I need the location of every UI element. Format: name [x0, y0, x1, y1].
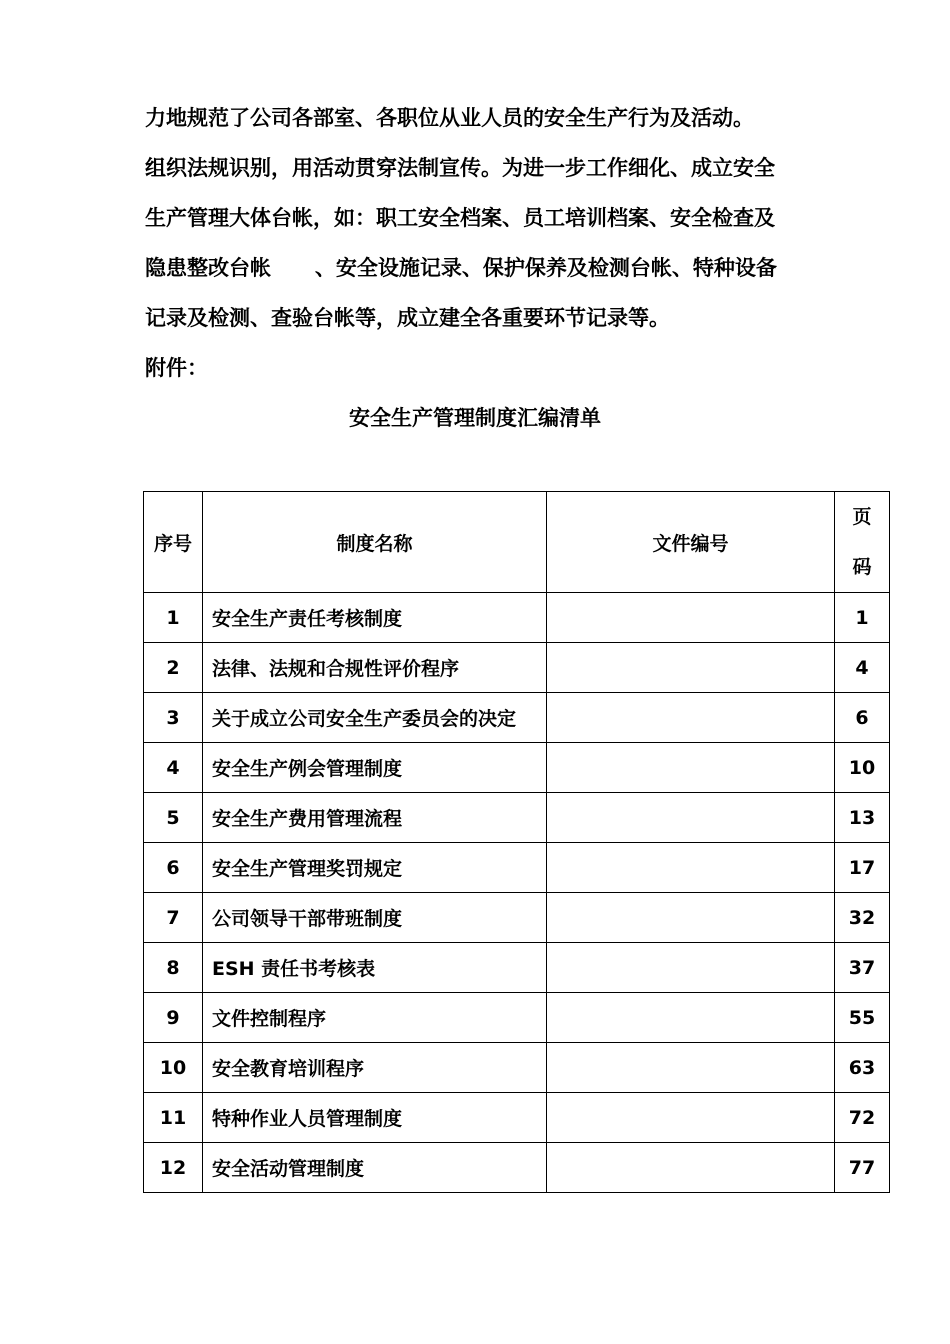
row-page-number: 6	[835, 693, 890, 743]
row-regulation-name: 特种作业人员管理制度	[203, 1093, 547, 1143]
paragraph-line: 生产管理大体台帐，如：职工安全档案、员工培训档案、安全检查及	[145, 206, 775, 230]
row-number: 3	[144, 693, 203, 743]
table-header-row	[144, 492, 890, 593]
row-number: 1	[144, 593, 203, 643]
row-number: 4	[144, 743, 203, 793]
table-row	[144, 1043, 890, 1093]
row-page-number: 4	[835, 643, 890, 693]
header-page-bottom: 码	[852, 556, 872, 578]
header-name: 制度名称	[203, 492, 547, 593]
row-number: 11	[144, 1093, 203, 1143]
row-file-number	[547, 693, 835, 743]
row-number: 12	[144, 1143, 203, 1193]
table-row	[144, 743, 890, 793]
row-page-number: 77	[835, 1143, 890, 1193]
table-row	[144, 793, 890, 843]
table-row	[144, 843, 890, 893]
header-page	[835, 492, 890, 593]
table-body	[144, 593, 890, 1193]
row-regulation-name: 安全生产费用管理流程	[203, 793, 547, 843]
table-row	[144, 643, 890, 693]
table-title: 安全生产管理制度汇编清单	[349, 406, 601, 430]
row-file-number	[547, 743, 835, 793]
row-page-number: 63	[835, 1043, 890, 1093]
row-file-number	[547, 993, 835, 1043]
row-page-number: 37	[835, 943, 890, 993]
row-regulation-name: 文件控制程序	[203, 993, 547, 1043]
row-number: 2	[144, 643, 203, 693]
row-regulation-name: 安全生产责任考核制度	[203, 593, 547, 643]
table-row	[144, 1143, 890, 1193]
header-page-top: 页	[852, 506, 872, 528]
table-row	[144, 693, 890, 743]
row-file-number	[547, 643, 835, 693]
row-regulation-name: 关于成立公司安全生产委员会的决定	[203, 693, 547, 743]
row-regulation-name: 安全生产例会管理制度	[203, 743, 547, 793]
row-number: 8	[144, 943, 203, 993]
row-page-number: 55	[835, 993, 890, 1043]
row-number: 10	[144, 1043, 203, 1093]
paragraph-line: 隐患整改台帐 、安全设施记录、保护保养及检测台帐、特种设备	[145, 256, 777, 280]
row-number: 9	[144, 993, 203, 1043]
row-regulation-name: ESH 责任书考核表	[203, 943, 547, 993]
row-page-number: 13	[835, 793, 890, 843]
row-file-number	[547, 1143, 835, 1193]
paragraph-line: 组织法规识别，用活动贯穿法制宣传。为进一步工作细化、成立安全	[145, 156, 775, 180]
row-file-number	[547, 593, 835, 643]
table-row	[144, 1093, 890, 1143]
row-number: 7	[144, 893, 203, 943]
paragraph-line: 力地规范了公司各部室、各职位从业人员的安全生产行为及活动。	[145, 106, 754, 130]
row-regulation-name: 安全生产管理奖罚规定	[203, 843, 547, 893]
row-page-number: 32	[835, 893, 890, 943]
table-row	[144, 593, 890, 643]
row-number: 5	[144, 793, 203, 843]
row-file-number	[547, 943, 835, 993]
body-paragraph	[145, 93, 845, 343]
row-page-number: 17	[835, 843, 890, 893]
row-file-number	[547, 893, 835, 943]
header-file-no: 文件编号	[547, 492, 835, 593]
table-row	[144, 893, 890, 943]
paragraph-line: 记录及检测、查验台帐等，成立建全各重要环节记录等。	[145, 306, 670, 330]
row-regulation-name: 公司领导干部带班制度	[203, 893, 547, 943]
row-regulation-name: 安全活动管理制度	[203, 1143, 547, 1193]
attachment-label: 附件：	[145, 356, 208, 380]
row-regulation-name: 法律、法规和合规性评价程序	[203, 643, 547, 693]
row-page-number: 10	[835, 743, 890, 793]
table-row	[144, 943, 890, 993]
row-file-number	[547, 793, 835, 843]
row-file-number	[547, 843, 835, 893]
row-page-number: 72	[835, 1093, 890, 1143]
row-regulation-name: 安全教育培训程序	[203, 1043, 547, 1093]
regulation-list-table	[143, 491, 890, 1193]
row-file-number	[547, 1043, 835, 1093]
header-no: 序号	[144, 492, 203, 593]
row-page-number: 1	[835, 593, 890, 643]
table-row	[144, 993, 890, 1043]
row-file-number	[547, 1093, 835, 1143]
row-number: 6	[144, 843, 203, 893]
